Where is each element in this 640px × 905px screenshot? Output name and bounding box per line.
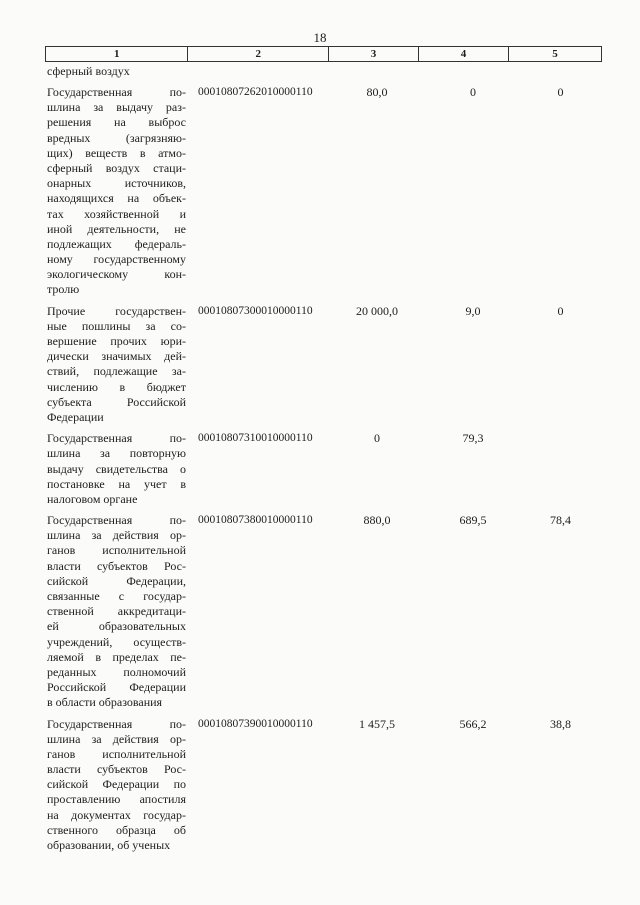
column-header-4: 4: [418, 47, 508, 61]
description-line: онарных источников,: [47, 176, 186, 191]
description-line: учреждений, осуществ-: [47, 634, 186, 649]
description-line: находящихся на объек-: [47, 191, 186, 206]
description-line: ственной аккредитаци-: [47, 604, 186, 619]
description-line: в области образования: [47, 695, 163, 710]
description-line: на документах государ-: [47, 807, 186, 822]
description-line: тролю: [47, 282, 80, 297]
description-line: проставлению апостиля: [47, 792, 186, 807]
description-line: образовании, об ученых: [47, 838, 171, 852]
row-value-4: 566,2: [459, 716, 487, 731]
row-value-3: 20 000,0: [356, 303, 398, 318]
row-value-5: 0: [557, 85, 564, 99]
description-line: Российской Федерации: [47, 680, 186, 695]
column-header-3: 3: [328, 47, 418, 61]
description-line: власти субъектов Рос-: [47, 558, 186, 573]
description-line: ляемой в пределах пе-: [47, 649, 186, 664]
description-line: реданных полномочий: [47, 664, 186, 679]
row-value-4: 0: [470, 85, 476, 99]
description-line: ные пошлины за со-: [47, 318, 186, 333]
row-description: [45, 85, 188, 298]
description-line: ганов исполнительной: [47, 746, 186, 761]
description-line: экологическому кон-: [47, 267, 186, 282]
row-value-4: 79,3: [462, 431, 484, 446]
table-row: [45, 431, 602, 507]
description-line: шлина за действия ор-: [47, 528, 186, 543]
row-value-5: 78,4: [550, 513, 571, 528]
column-header-5: 5: [508, 47, 602, 61]
row-code: 00010807300010000110: [198, 304, 313, 317]
column-header-1: 1: [45, 47, 187, 61]
table-row: [45, 717, 602, 854]
continuation-text: сферный воздух: [47, 64, 130, 78]
description-line: вредных (загрязняю-: [47, 130, 186, 145]
description-line: шлина за повторную: [47, 446, 186, 461]
row-code: 00010807390010000110: [198, 717, 313, 730]
description-line: Государственная по-: [47, 513, 186, 528]
description-line: щих) веществ в атмо-: [47, 145, 186, 160]
row-description: [45, 304, 188, 426]
description-line: налоговом органе: [47, 491, 138, 506]
table-row: [45, 513, 602, 710]
row-description: [45, 513, 188, 710]
description-line: выдачу свидетельства о: [47, 461, 186, 476]
row-value-5: 0: [557, 303, 564, 318]
description-line: числению в бюджет: [47, 379, 186, 394]
row-value-4: 689,5: [459, 513, 487, 528]
description-line: Государственная по-: [47, 716, 186, 731]
description-line: ному государственному: [47, 252, 186, 267]
description-line: ствий, подлежащие за-: [47, 364, 186, 379]
description-line: дически значимых дей-: [47, 349, 186, 364]
column-header-2: 2: [187, 47, 327, 61]
description-line: вершение прочих юри-: [47, 334, 186, 348]
row-description: [45, 431, 188, 507]
row-description: [45, 717, 188, 854]
table-row: [45, 304, 602, 426]
row-value-5: [509, 431, 602, 507]
description-line: Государственная по-: [47, 431, 186, 446]
description-line: шлина за выдачу раз-: [47, 100, 186, 115]
description-line: Прочие государствен-: [47, 303, 186, 318]
row-value-3: 0: [374, 431, 380, 446]
description-line: сийской Федерации по: [47, 777, 186, 792]
row-value-5: 38,8: [550, 716, 571, 731]
description-line: сийской Федерации,: [47, 573, 186, 588]
description-line: власти субъектов Рос-: [47, 762, 186, 777]
description-line: подлежащих федераль-: [47, 236, 186, 251]
row-value-3: 1 457,5: [359, 716, 395, 731]
table-row: [45, 85, 602, 298]
description-line: ственного образца об: [47, 822, 186, 837]
description-line: ей образовательных: [47, 619, 186, 634]
row-code: 00010807262010000110: [198, 86, 313, 98]
description-line: субъекта Российской: [47, 394, 186, 409]
row-value-3: 80,0: [366, 85, 388, 99]
table-header: [45, 46, 602, 62]
row-code: 00010807310010000110: [198, 432, 313, 445]
description-line: сферный воздух стаци-: [47, 160, 186, 175]
description-line: иной деятельности, не: [47, 221, 186, 236]
description-line: шлина за действия ор-: [47, 731, 186, 746]
description-line: ганов исполнительной: [47, 543, 186, 558]
description-line: тах хозяйственной и: [47, 206, 186, 221]
revenue-table: [45, 46, 602, 853]
row-value-3: 880,0: [363, 513, 391, 528]
table-body: [45, 85, 602, 853]
description-line: связанные с государ-: [47, 589, 186, 603]
description-line: Федерации: [47, 409, 104, 424]
page-number: 18: [313, 30, 327, 45]
row-value-4: 9,0: [465, 303, 481, 318]
row-code: 00010807380010000110: [198, 514, 313, 527]
description-line: постановке на учет в: [47, 476, 186, 491]
description-line: решения на выброс: [47, 115, 186, 130]
description-line: Государственная по-: [47, 85, 186, 99]
